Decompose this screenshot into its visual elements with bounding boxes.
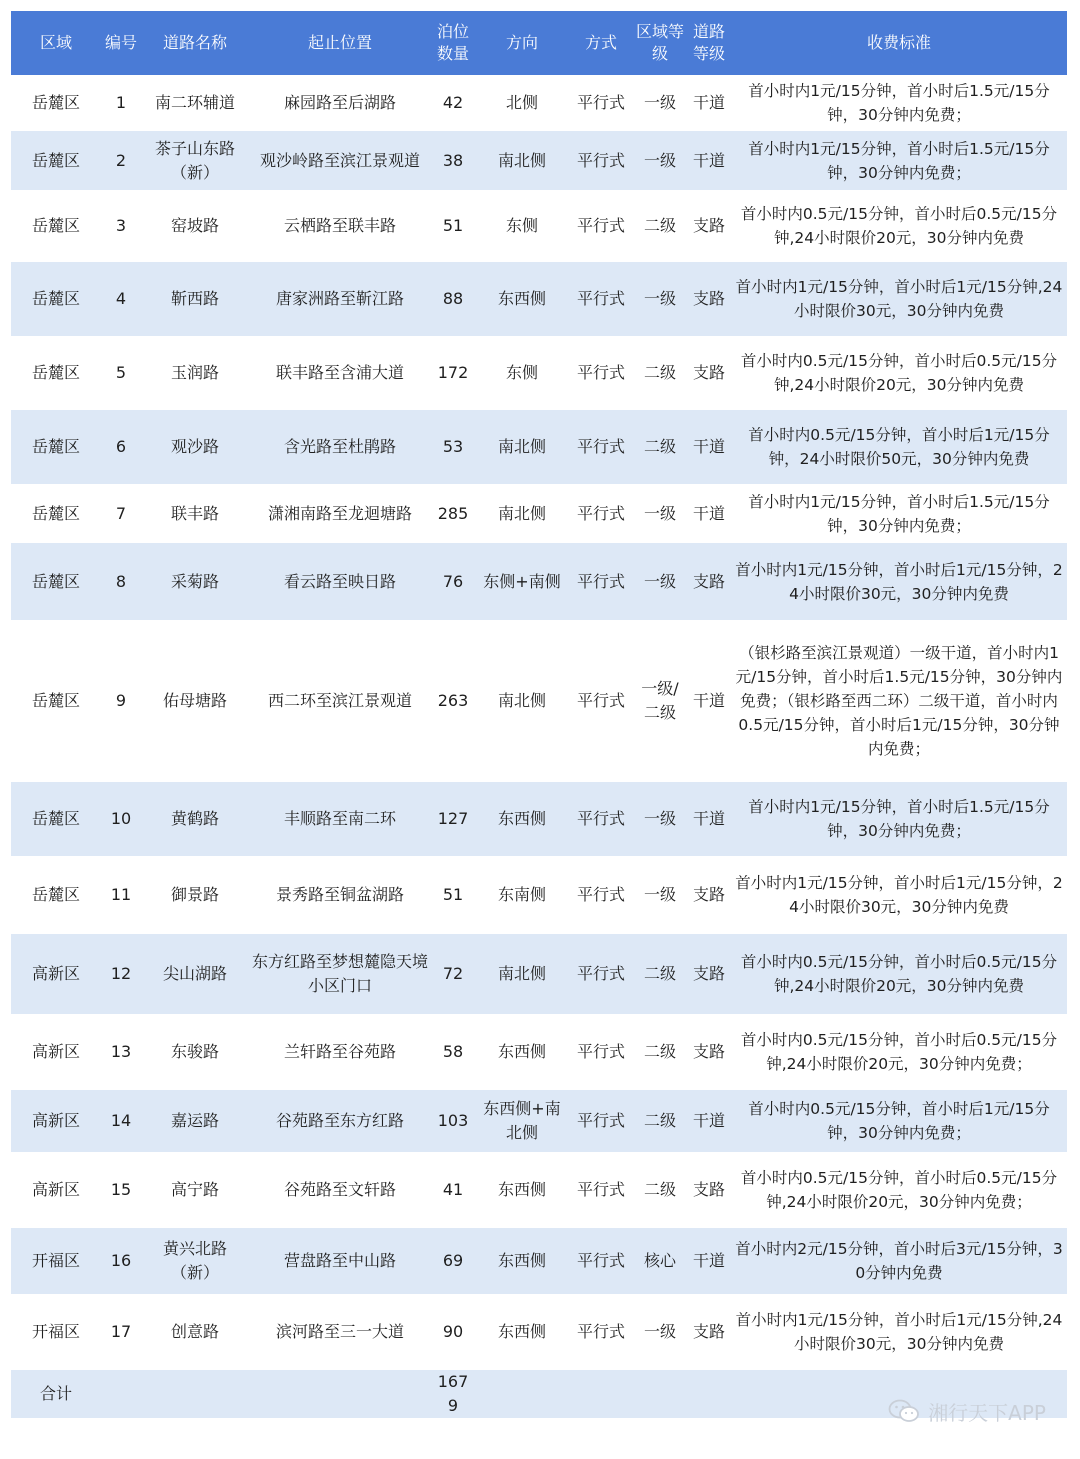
cell-number: 13 [101, 1014, 141, 1090]
header-fee: 收费标准 [731, 11, 1067, 75]
cell-fee: （银杉路至滨江景观道）一级干道，首小时内1元/15分钟，首小时后1.5元/15分钟，30分钟内免费；（银杉路至西二环）二级干道，首小时内0.5元/15分钟，首小时后1元/15分钟，30分钟内免费； [731, 620, 1067, 782]
cell-spaces: 127 [431, 782, 475, 856]
cell-range: 西二环至滨江景观道 [249, 620, 431, 782]
cell-range: 景秀路至铜盆湖路 [249, 856, 431, 934]
cell-area: 岳麓区 [11, 262, 101, 336]
cell-road-name: 东骏路 [141, 1014, 249, 1090]
cell-number: 10 [101, 782, 141, 856]
cell-area: 开福区 [11, 1294, 101, 1370]
cell-spaces: 72 [431, 934, 475, 1014]
cell-direction: 南北侧 [475, 131, 569, 190]
cell-direction: 东西侧+南北侧 [475, 1090, 569, 1152]
cell-mode: 平行式 [569, 1014, 633, 1090]
cell-road-name: 玉润路 [141, 336, 249, 410]
cell-area: 岳麓区 [11, 484, 101, 543]
cell-spaces: 76 [431, 543, 475, 620]
cell-road-level: 干道 [687, 1228, 731, 1294]
cell-area: 高新区 [11, 1090, 101, 1152]
cell-road-level: 支路 [687, 336, 731, 410]
cell-area: 高新区 [11, 934, 101, 1014]
header-range: 起止位置 [249, 11, 431, 75]
cell-direction: 南北侧 [475, 934, 569, 1014]
cell-road-level: 支路 [687, 1152, 731, 1228]
cell-spaces: 285 [431, 484, 475, 543]
cell-mode: 平行式 [569, 620, 633, 782]
total-empty-cell [249, 1370, 431, 1418]
cell-direction: 东侧+南侧 [475, 543, 569, 620]
cell-spaces: 88 [431, 262, 475, 336]
cell-spaces: 69 [431, 1228, 475, 1294]
cell-fee: 首小时内0.5元/15分钟，首小时后0.5元/15分钟,24小时限价20元，30分钟内免费； [731, 1014, 1067, 1090]
cell-zone-level: 二级 [633, 934, 687, 1014]
cell-road-name: 创意路 [141, 1294, 249, 1370]
cell-spaces: 41 [431, 1152, 475, 1228]
cell-direction: 东西侧 [475, 262, 569, 336]
total-empty-cell [687, 1370, 731, 1418]
wechat-icon [888, 1399, 920, 1423]
cell-road-level: 干道 [687, 1090, 731, 1152]
cell-mode: 平行式 [569, 1090, 633, 1152]
cell-direction: 南北侧 [475, 620, 569, 782]
table-body [11, 75, 1067, 1370]
cell-mode: 平行式 [569, 75, 633, 131]
cell-road-level: 支路 [687, 1294, 731, 1370]
cell-number: 11 [101, 856, 141, 934]
cell-number: 9 [101, 620, 141, 782]
cell-number: 14 [101, 1090, 141, 1152]
total-label: 合计 [11, 1370, 101, 1418]
cell-number: 5 [101, 336, 141, 410]
cell-zone-level: 二级 [633, 1090, 687, 1152]
cell-road-name: 采菊路 [141, 543, 249, 620]
cell-zone-level: 二级 [633, 336, 687, 410]
cell-zone-level: 二级 [633, 1152, 687, 1228]
cell-road-level: 干道 [687, 782, 731, 856]
cell-number: 16 [101, 1228, 141, 1294]
cell-road-name: 御景路 [141, 856, 249, 934]
cell-fee: 首小时内1元/15分钟，首小时后1.5元/15分钟，30分钟内免费； [731, 131, 1067, 190]
table-row [11, 1014, 1067, 1090]
cell-fee: 首小时内0.5元/15分钟，首小时后1元/15分钟，30分钟内免费； [731, 1090, 1067, 1152]
cell-road-name: 黄兴北路（新） [141, 1228, 249, 1294]
cell-area: 岳麓区 [11, 336, 101, 410]
cell-direction: 东西侧 [475, 782, 569, 856]
cell-zone-level: 一级 [633, 131, 687, 190]
cell-mode: 平行式 [569, 1294, 633, 1370]
cell-fee: 首小时内1元/15分钟，首小时后1元/15分钟,24小时限价30元，30分钟内免费 [731, 1294, 1067, 1370]
cell-fee: 首小时内1元/15分钟，首小时后1.5元/15分钟，30分钟内免费； [731, 75, 1067, 131]
header-mode: 方式 [569, 11, 633, 75]
cell-mode: 平行式 [569, 1152, 633, 1228]
cell-mode: 平行式 [569, 262, 633, 336]
cell-direction: 东西侧 [475, 1228, 569, 1294]
cell-area: 岳麓区 [11, 782, 101, 856]
cell-number: 4 [101, 262, 141, 336]
table-row [11, 543, 1067, 620]
table-row [11, 410, 1067, 484]
cell-area: 岳麓区 [11, 856, 101, 934]
cell-fee: 首小时内1元/15分钟，首小时后1元/15分钟，24小时限价30元，30分钟内免费 [731, 856, 1067, 934]
cell-road-level: 干道 [687, 484, 731, 543]
header-number: 编号 [101, 11, 141, 75]
table-row [11, 75, 1067, 131]
cell-mode: 平行式 [569, 336, 633, 410]
cell-zone-level: 一级 [633, 1294, 687, 1370]
cell-zone-level: 一级 [633, 856, 687, 934]
cell-road-level: 支路 [687, 934, 731, 1014]
cell-road-name: 尖山湖路 [141, 934, 249, 1014]
cell-road-name: 靳西路 [141, 262, 249, 336]
cell-fee: 首小时内2元/15分钟，首小时后3元/15分钟，30分钟内免费 [731, 1228, 1067, 1294]
total-empty-cell [569, 1370, 633, 1418]
cell-road-level: 干道 [687, 620, 731, 782]
cell-road-level: 支路 [687, 190, 731, 262]
cell-spaces: 53 [431, 410, 475, 484]
cell-mode: 平行式 [569, 934, 633, 1014]
cell-zone-level: 二级 [633, 1014, 687, 1090]
table-row [11, 1294, 1067, 1370]
cell-range: 含光路至杜鹃路 [249, 410, 431, 484]
table-row [11, 856, 1067, 934]
cell-direction: 东西侧 [475, 1294, 569, 1370]
cell-road-name: 窑坡路 [141, 190, 249, 262]
cell-zone-level: 一级 [633, 782, 687, 856]
cell-range: 观沙岭路至滨江景观道 [249, 131, 431, 190]
cell-zone-level: 一级 [633, 75, 687, 131]
cell-spaces: 58 [431, 1014, 475, 1090]
cell-mode: 平行式 [569, 131, 633, 190]
cell-spaces: 42 [431, 75, 475, 131]
cell-range: 东方红路至梦想麓隐天境小区门口 [249, 934, 431, 1014]
cell-zone-level: 一级 [633, 484, 687, 543]
cell-number: 12 [101, 934, 141, 1014]
table-header-row [11, 11, 1067, 75]
table-row [11, 262, 1067, 336]
cell-mode: 平行式 [569, 543, 633, 620]
cell-road-name: 观沙路 [141, 410, 249, 484]
cell-range: 看云路至映日路 [249, 543, 431, 620]
header-road-level: 道路等级 [687, 11, 731, 75]
cell-zone-level: 二级 [633, 190, 687, 262]
cell-road-name: 黄鹤路 [141, 782, 249, 856]
cell-spaces: 90 [431, 1294, 475, 1370]
cell-zone-level: 一级/二级 [633, 620, 687, 782]
cell-spaces: 103 [431, 1090, 475, 1152]
cell-range: 云栖路至联丰路 [249, 190, 431, 262]
cell-number: 7 [101, 484, 141, 543]
parking-table [11, 11, 1067, 1418]
cell-mode: 平行式 [569, 782, 633, 856]
cell-road-level: 干道 [687, 410, 731, 484]
cell-mode: 平行式 [569, 410, 633, 484]
cell-fee: 首小时内0.5元/15分钟，首小时后0.5元/15分钟,24小时限价20元，30分钟内免费 [731, 934, 1067, 1014]
cell-road-level: 支路 [687, 1014, 731, 1090]
cell-range: 谷苑路至文轩路 [249, 1152, 431, 1228]
cell-fee: 首小时内1元/15分钟，首小时后1.5元/15分钟，30分钟内免费； [731, 782, 1067, 856]
cell-spaces: 38 [431, 131, 475, 190]
total-empty-cell [101, 1370, 141, 1418]
table-row [11, 1152, 1067, 1228]
cell-range: 联丰路至含浦大道 [249, 336, 431, 410]
cell-direction: 东西侧 [475, 1014, 569, 1090]
table-row [11, 934, 1067, 1014]
cell-range: 营盘路至中山路 [249, 1228, 431, 1294]
watermark [888, 1396, 1046, 1426]
table-row [11, 336, 1067, 410]
cell-zone-level: 一级 [633, 543, 687, 620]
cell-number: 2 [101, 131, 141, 190]
header-spaces: 泊位数量 [431, 11, 475, 75]
cell-direction: 东西侧 [475, 1152, 569, 1228]
cell-area: 岳麓区 [11, 410, 101, 484]
cell-road-name: 茶子山东路（新） [141, 131, 249, 190]
cell-number: 1 [101, 75, 141, 131]
cell-area: 岳麓区 [11, 620, 101, 782]
cell-direction: 北侧 [475, 75, 569, 131]
cell-number: 8 [101, 543, 141, 620]
cell-fee: 首小时内0.5元/15分钟，首小时后0.5元/15分钟,24小时限价20元，30分钟内免费 [731, 190, 1067, 262]
total-empty-cell [141, 1370, 249, 1418]
cell-zone-level: 二级 [633, 410, 687, 484]
cell-road-level: 支路 [687, 543, 731, 620]
total-empty-cell [633, 1370, 687, 1418]
cell-fee: 首小时内1元/15分钟，首小时后1元/15分钟,24小时限价30元，30分钟内免费 [731, 262, 1067, 336]
header-zone-level: 区域等级 [633, 11, 687, 75]
cell-number: 3 [101, 190, 141, 262]
cell-spaces: 51 [431, 856, 475, 934]
cell-spaces: 172 [431, 336, 475, 410]
cell-range: 潇湘南路至龙迴塘路 [249, 484, 431, 543]
table-row [11, 782, 1067, 856]
cell-range: 兰轩路至谷苑路 [249, 1014, 431, 1090]
cell-range: 丰顺路至南二环 [249, 782, 431, 856]
cell-road-level: 干道 [687, 131, 731, 190]
header-direction: 方向 [475, 11, 569, 75]
cell-area: 高新区 [11, 1152, 101, 1228]
cell-fee: 首小时内1元/15分钟，首小时后1.5元/15分钟，30分钟内免费； [731, 484, 1067, 543]
cell-road-name: 联丰路 [141, 484, 249, 543]
total-empty-cell [475, 1370, 569, 1418]
cell-direction: 东侧 [475, 190, 569, 262]
table-row [11, 190, 1067, 262]
cell-mode: 平行式 [569, 856, 633, 934]
cell-direction: 南北侧 [475, 484, 569, 543]
cell-area: 岳麓区 [11, 131, 101, 190]
table-row [11, 620, 1067, 782]
watermark-text: 湘行天下APP [928, 1400, 1046, 1425]
cell-fee: 首小时内1元/15分钟，首小时后1元/15分钟，24小时限价30元，30分钟内免费 [731, 543, 1067, 620]
cell-mode: 平行式 [569, 1228, 633, 1294]
cell-road-name: 高宁路 [141, 1152, 249, 1228]
cell-spaces: 263 [431, 620, 475, 782]
cell-road-level: 干道 [687, 75, 731, 131]
cell-spaces: 51 [431, 190, 475, 262]
header-road-name: 道路名称 [141, 11, 249, 75]
cell-number: 17 [101, 1294, 141, 1370]
cell-number: 15 [101, 1152, 141, 1228]
cell-range: 麻园路至后湖路 [249, 75, 431, 131]
cell-road-name: 佑母塘路 [141, 620, 249, 782]
table-row [11, 1228, 1067, 1294]
cell-road-level: 支路 [687, 856, 731, 934]
cell-range: 谷苑路至东方红路 [249, 1090, 431, 1152]
cell-road-name: 南二环辅道 [141, 75, 249, 131]
cell-area: 岳麓区 [11, 75, 101, 131]
cell-number: 6 [101, 410, 141, 484]
cell-direction: 东侧 [475, 336, 569, 410]
cell-mode: 平行式 [569, 484, 633, 543]
total-spaces: 1679 [431, 1370, 475, 1418]
cell-zone-level: 一级 [633, 262, 687, 336]
table-row [11, 131, 1067, 190]
cell-fee: 首小时内0.5元/15分钟，首小时后0.5元/15分钟,24小时限价20元，30分钟内免费； [731, 1152, 1067, 1228]
cell-direction: 南北侧 [475, 410, 569, 484]
cell-area: 开福区 [11, 1228, 101, 1294]
cell-fee: 首小时内0.5元/15分钟，首小时后1元/15分钟，24小时限价50元，30分钟内免费 [731, 410, 1067, 484]
cell-road-level: 支路 [687, 262, 731, 336]
cell-range: 唐家洲路至靳江路 [249, 262, 431, 336]
cell-area: 岳麓区 [11, 190, 101, 262]
cell-road-name: 嘉运路 [141, 1090, 249, 1152]
cell-range: 滨河路至三一大道 [249, 1294, 431, 1370]
cell-mode: 平行式 [569, 190, 633, 262]
cell-area: 高新区 [11, 1014, 101, 1090]
cell-area: 岳麓区 [11, 543, 101, 620]
table-row [11, 484, 1067, 543]
header-area: 区域 [11, 11, 101, 75]
table-row [11, 1090, 1067, 1152]
cell-fee: 首小时内0.5元/15分钟，首小时后0.5元/15分钟,24小时限价20元，30分钟内免费 [731, 336, 1067, 410]
cell-zone-level: 核心 [633, 1228, 687, 1294]
cell-direction: 东南侧 [475, 856, 569, 934]
